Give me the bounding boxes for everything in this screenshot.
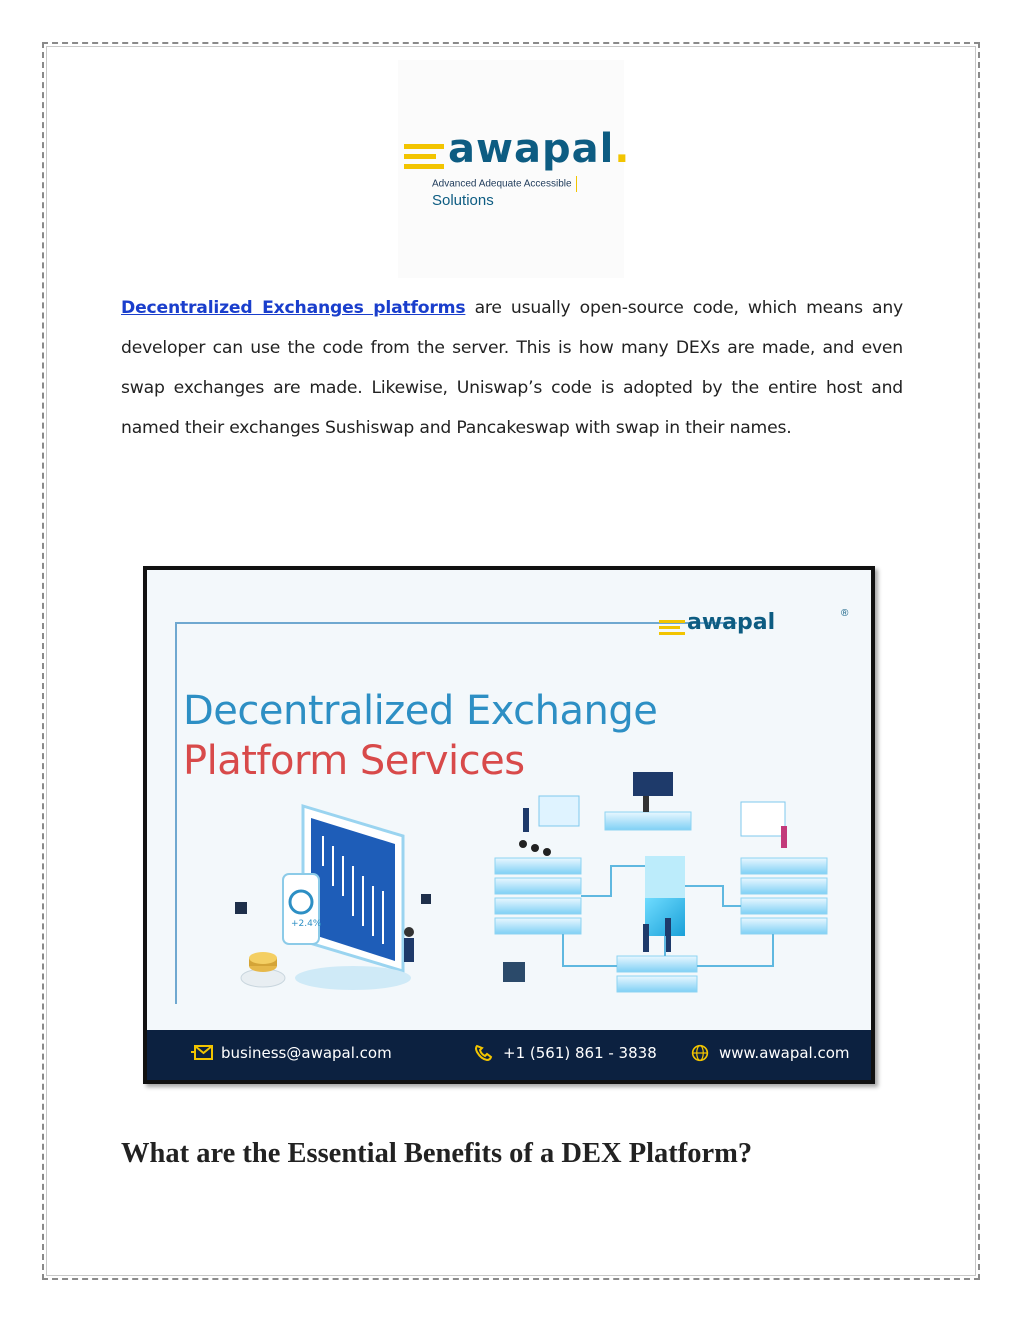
section-heading: What are the Essential Benefits of a DEX Platform?: [121, 1138, 753, 1169]
paragraph-text: are usually open-source code, which means any developer can use the code from the server. This is how many DEXs are made, and even swap exchanges are made. Likewise, Uniswap’s code is adopted by the entire host and named their exchanges Sushiswap and Pancakeswap with swap in their names.: [121, 298, 903, 438]
banner-title-line1: Decentralized Exchange: [183, 688, 658, 734]
coins-icon: [241, 952, 285, 987]
banner-footer: [147, 1030, 871, 1080]
phone-stat-icon: [283, 874, 322, 944]
intro-paragraph: [121, 288, 903, 448]
banner-title-line2: Platform Services: [183, 738, 525, 784]
workstation-platform-icon: [605, 772, 691, 830]
svg-text:+2.4%: +2.4%: [291, 919, 322, 929]
footer-email: business@awapal.com: [191, 1044, 392, 1062]
dex-illustration: [233, 766, 833, 1016]
cube-icon: [235, 902, 247, 914]
awapal-logo: [398, 60, 631, 278]
dex-banner-image: awapal ® Decentralized Exchange Platform Services +2.4% business@awapal.com +1 (561) 861 - 3838 www.awapal.com: [143, 566, 875, 1084]
footer-phone: +1 (561) 861 - 3838: [473, 1044, 657, 1062]
phone-icon: [473, 1044, 495, 1062]
server-stack-icon: [495, 796, 581, 934]
footer-website: www.awapal.com: [689, 1044, 850, 1062]
globe-icon: [689, 1044, 711, 1062]
logo-tagline: Advanced Adequate AccessibleSolutions: [432, 176, 624, 209]
person-icon: [404, 927, 414, 962]
mail-icon: [191, 1044, 213, 1062]
cube-icon: [421, 894, 431, 904]
basket-icon: [503, 962, 525, 982]
logo-bars-icon: [404, 144, 444, 174]
server-stack-icon: [741, 802, 827, 934]
logo-word: awapal.: [448, 126, 631, 172]
dex-platforms-link[interactable]: Decentralized Exchanges platforms: [121, 298, 466, 318]
